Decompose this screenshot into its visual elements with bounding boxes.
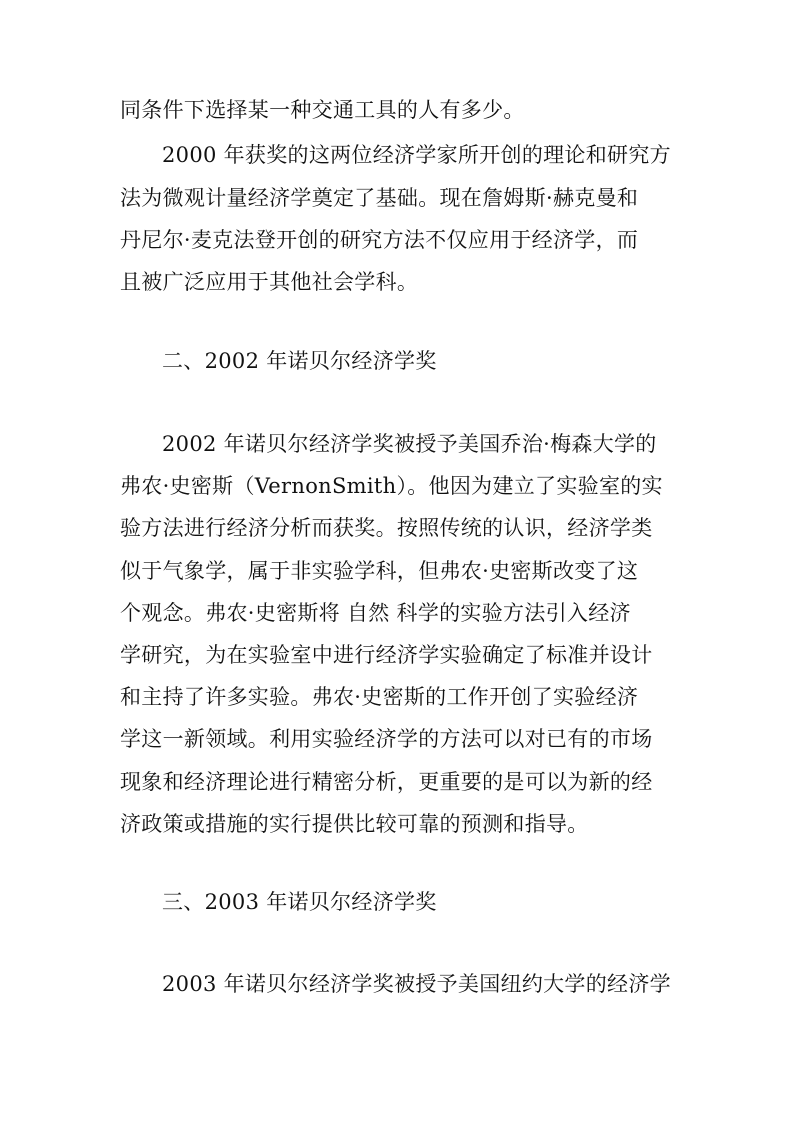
paragraph-line: 弗农·史密斯（VernonSmith）。他因为建立了实验室的实	[120, 474, 663, 498]
paragraph-line: 似于气象学，属于非实验学科，但弗农·史密斯改变了这	[120, 559, 639, 583]
paragraph-line: 济政策或措施的实行提供比较可靠的预测和指导。	[120, 812, 589, 836]
section-heading: 二、2002 年诺贝尔经济学奖	[162, 349, 437, 373]
paragraph-line: 法为微观计量经济学奠定了基础。现在詹姆斯·赫克曼和	[120, 186, 639, 210]
paragraph-line: 个观念。弗农·史密斯将 自然 科学的实验方法引入经济	[120, 601, 631, 625]
paragraph-line: 学研究，为在实验室中进行经济学实验确定了标准并设计	[120, 643, 653, 667]
paragraph-line: 现象和经济理论进行精密分析，更重要的是可以为新的经	[120, 770, 653, 794]
paragraph-line: 丹尼尔·麦克法登开创的研究方法不仅应用于经济学，而	[120, 228, 639, 252]
paragraph-line: 和主持了许多实验。弗农·史密斯的工作开创了实验经济	[120, 685, 639, 709]
paragraph-line: 2000 年获奖的这两位经济学家所开创的理论和研究方	[162, 143, 671, 167]
paragraph-line: 学这一新领域。利用实验经济学的方法可以对已有的市场	[120, 727, 653, 751]
paragraph-line: 验方法进行经济分析而获奖。按照传统的认识，经济学类	[120, 516, 653, 540]
paragraph-line: 且被广泛应用于其他社会学科。	[120, 270, 419, 294]
paragraph-line: 2003 年诺贝尔经济学奖被授予美国纽约大学的经济学	[162, 972, 671, 996]
paragraph-line: 同条件下选择某一种交通工具的人有多少。	[120, 98, 525, 122]
paragraph-line: 2002 年诺贝尔经济学奖被授予美国乔治·梅森大学的	[162, 432, 657, 456]
section-heading: 三、2003 年诺贝尔经济学奖	[162, 890, 437, 914]
